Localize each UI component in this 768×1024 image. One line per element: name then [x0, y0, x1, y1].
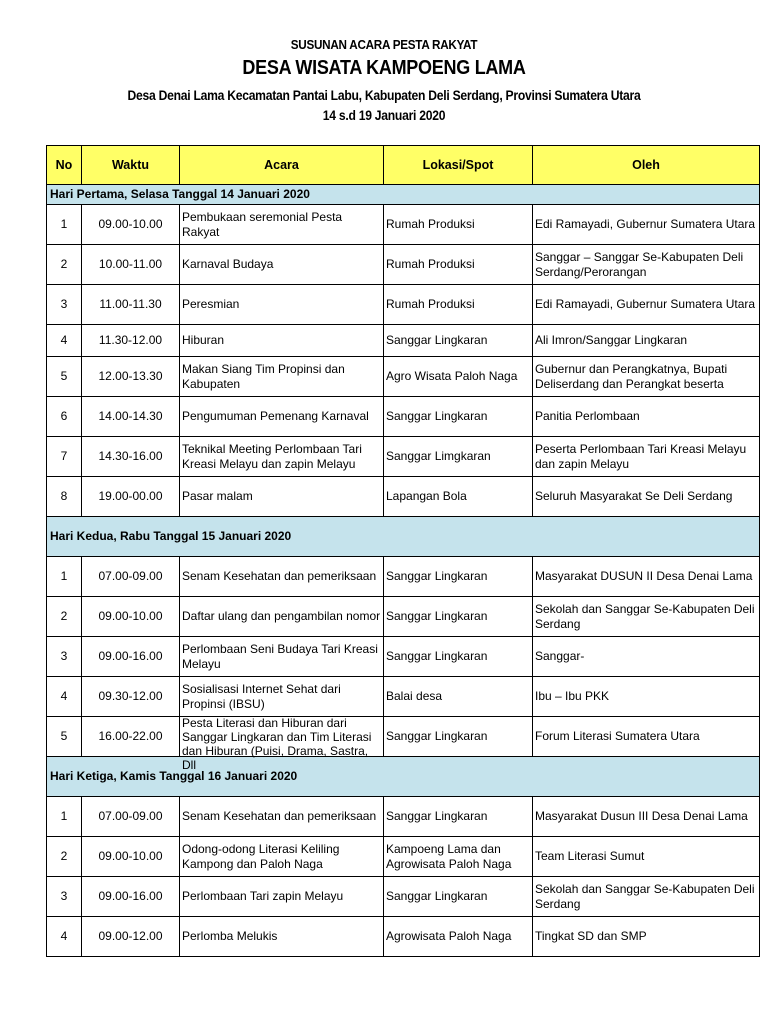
row-location: Lapangan Bola	[384, 477, 533, 517]
row-time: 07.00-09.00	[82, 797, 180, 837]
row-location: Sanggar Lingkaran	[384, 557, 533, 597]
schedule-body	[47, 185, 760, 957]
row-time: 09.00-12.00	[82, 917, 180, 957]
row-time: 09.00-10.00	[82, 837, 180, 877]
location-line: Desa Denai Lama Kecamatan Pantai Labu, Kabupaten Deli Serdang, Provinsi Sumatera Utara	[127, 88, 641, 103]
row-event-text: Pesta Literasi dan Hiburan dari Sanggar Lingkaran dan Tim Literasi dan Hiburan (Puisi, Drama, Sastra, Dll	[182, 715, 372, 772]
row-by: Panitia Perlombaan	[533, 397, 760, 437]
row-event	[180, 715, 384, 772]
row-time: 09.00-10.00	[82, 205, 180, 245]
table-header-row	[47, 146, 760, 185]
row-number: 3	[47, 877, 82, 917]
day-section-row	[47, 185, 760, 205]
row-event: Peresmian	[180, 285, 384, 325]
row-location: Sanggar Lingkaran	[384, 877, 533, 917]
row-event: Hiburan	[180, 325, 384, 357]
row-by: Ali Imron/Sanggar Lingkaran	[533, 325, 760, 357]
row-by: Seluruh Masyarakat Se Deli Serdang	[533, 477, 760, 517]
column-header-by: Oleh	[533, 146, 760, 185]
row-number: 2	[47, 245, 82, 285]
row-by: Tingkat SD dan SMP	[533, 917, 760, 957]
table-row	[47, 397, 760, 437]
row-number: 5	[47, 357, 82, 397]
row-number: 3	[47, 285, 82, 325]
column-header-event: Acara	[180, 146, 384, 185]
row-by: Team Literasi Sumut	[533, 837, 760, 877]
row-number: 3	[47, 637, 82, 677]
row-event: Pasar malam	[180, 477, 384, 517]
row-number: 2	[47, 837, 82, 877]
date-range: 14 s.d 19 Januari 2020	[322, 108, 446, 123]
row-time: 11.30-12.00	[82, 325, 180, 357]
table-row	[47, 477, 760, 517]
row-location: Sanggar Lingkaran	[384, 325, 533, 357]
row-number: 1	[47, 557, 82, 597]
row-event: Odong-odong Literasi Keliling Kampong dan Paloh Naga	[180, 837, 384, 877]
day-title: Hari Kedua, Rabu Tanggal 15 Januari 2020	[47, 517, 760, 557]
schedule-table	[46, 145, 760, 957]
day-title: Hari Ketiga, Kamis Tanggal 16 Januari 2020	[47, 757, 760, 797]
row-event: Pembukaan seremonial Pesta Rakyat	[180, 205, 384, 245]
table-row	[47, 245, 760, 285]
row-by: Edi Ramayadi, Gubernur Sumatera Utara	[533, 205, 760, 245]
table-row	[47, 637, 760, 677]
table-row	[47, 437, 760, 477]
row-location: Agro Wisata Paloh Naga	[384, 357, 533, 397]
row-by: Sekolah dan Sanggar Se-Kabupaten Deli Serdang	[533, 597, 760, 637]
row-number: 4	[47, 677, 82, 717]
row-event: Pengumuman Pemenang Karnaval	[180, 397, 384, 437]
table-row	[47, 597, 760, 637]
row-location: Balai desa	[384, 677, 533, 717]
row-location: Agrowisata Paloh Naga	[384, 917, 533, 957]
row-event: Perlombaan Seni Budaya Tari Kreasi Melayu	[180, 637, 384, 677]
table-row	[47, 877, 760, 917]
row-number: 1	[47, 205, 82, 245]
document-title: DESA WISATA KAMPOENG LAMA	[242, 57, 526, 79]
row-by: Masyarakat DUSUN II Desa Denai Lama	[533, 557, 760, 597]
row-by: Sanggar – Sanggar Se-Kabupaten Deli Serdang/Perorangan	[533, 245, 760, 285]
row-event: Perlombaan Tari zapin Melayu	[180, 877, 384, 917]
day-title: Hari Pertama, Selasa Tanggal 14 Januari 2020	[47, 185, 760, 205]
row-by: Sanggar-	[533, 637, 760, 677]
row-event: Makan Siang Tim Propinsi dan Kabupaten	[180, 357, 384, 397]
row-number: 8	[47, 477, 82, 517]
row-location: Sanggar Lingkaran	[384, 717, 533, 757]
table-row	[47, 837, 760, 877]
row-time: 12.00-13.30	[82, 357, 180, 397]
row-location: Sanggar Lingkaran	[384, 597, 533, 637]
row-time: 16.00-22.00	[82, 717, 180, 757]
table-row	[47, 797, 760, 837]
row-number: 5	[47, 717, 82, 757]
row-location: Kampoeng Lama dan Agrowisata Paloh Naga	[384, 837, 533, 877]
row-time: 10.00-11.00	[82, 245, 180, 285]
row-time: 09.00-16.00	[82, 637, 180, 677]
row-by: Forum Literasi Sumatera Utara	[533, 717, 760, 757]
table-row	[47, 677, 760, 717]
row-number: 2	[47, 597, 82, 637]
table-row	[47, 717, 760, 757]
day-section-row	[47, 757, 760, 797]
row-by: Edi Ramayadi, Gubernur Sumatera Utara	[533, 285, 760, 325]
row-location: Sanggar Limgkaran	[384, 437, 533, 477]
row-time: 19.00-00.00	[82, 477, 180, 517]
row-number: 4	[47, 325, 82, 357]
row-time: 07.00-09.00	[82, 557, 180, 597]
table-row	[47, 285, 760, 325]
row-time: 09.00-16.00	[82, 877, 180, 917]
row-location: Rumah Produksi	[384, 285, 533, 325]
row-time: 14.00-14.30	[82, 397, 180, 437]
row-time: 09.00-10.00	[82, 597, 180, 637]
row-by: Masyarakat Dusun III Desa Denai Lama	[533, 797, 760, 837]
row-event: Karnaval Budaya	[180, 245, 384, 285]
row-time: 09.30-12.00	[82, 677, 180, 717]
row-location: Sanggar Lingkaran	[384, 397, 533, 437]
column-header-location: Lokasi/Spot	[384, 146, 533, 185]
row-event: Perlomba Melukis	[180, 917, 384, 957]
row-time: 14.30-16.00	[82, 437, 180, 477]
row-event: Senam Kesehatan dan pemeriksaan	[180, 557, 384, 597]
row-number: 7	[47, 437, 82, 477]
row-event: Senam Kesehatan dan pemeriksaan	[180, 797, 384, 837]
table-row	[47, 205, 760, 245]
table-row	[47, 325, 760, 357]
table-row	[47, 357, 760, 397]
table-row	[47, 917, 760, 957]
row-location: Rumah Produksi	[384, 245, 533, 285]
document-subtitle: SUSUNAN ACARA PESTA RAKYAT	[290, 37, 478, 52]
row-time: 11.00-11.30	[82, 285, 180, 325]
row-location: Sanggar Lingkaran	[384, 637, 533, 677]
row-location: Rumah Produksi	[384, 205, 533, 245]
column-header-time: Waktu	[82, 146, 180, 185]
row-number: 6	[47, 397, 82, 437]
row-event: Sosialisasi Internet Sehat dari Propinsi (IBSU)	[180, 677, 384, 717]
column-header-no: No	[47, 146, 82, 185]
row-location: Sanggar Lingkaran	[384, 797, 533, 837]
table-row	[47, 557, 760, 597]
row-by: Peserta Perlombaan Tari Kreasi Melayu dan zapin Melayu	[533, 437, 760, 477]
row-event: Teknikal Meeting Perlombaan Tari Kreasi Melayu dan zapin Melayu	[180, 437, 384, 477]
row-by: Ibu – Ibu PKK	[533, 677, 760, 717]
row-event: Daftar ulang dan pengambilan nomor	[180, 597, 384, 637]
row-number: 4	[47, 917, 82, 957]
day-section-row	[47, 517, 760, 557]
row-by: Gubernur dan Perangkatnya, Bupati Deliserdang dan Perangkat beserta	[533, 357, 760, 397]
row-by: Sekolah dan Sanggar Se-Kabupaten Deli Serdang	[533, 877, 760, 917]
row-number: 1	[47, 797, 82, 837]
